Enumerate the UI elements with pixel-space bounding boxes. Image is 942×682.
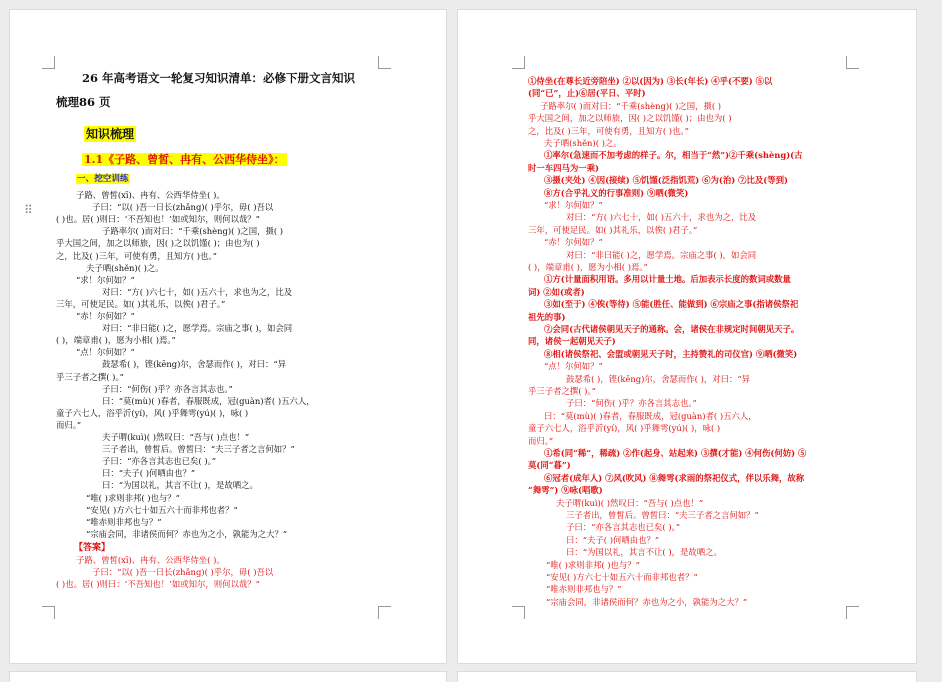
exercise-line: 子曰：“以( )吾一日长(zhǎng)( )乎尔，毋( )吾以 [92, 202, 274, 213]
answer-note-line: 莫(同“暮”) [528, 460, 571, 471]
answer-note-line: 对曰：“方( )六七十，如( )五六十，求也为之，比及 [566, 212, 757, 223]
crop-mark [846, 56, 859, 69]
exercise-line: 曰：“为国以礼，其言不让( )，是故哂之。 [102, 480, 258, 491]
answer-note-line: “舞雩”) ⑨咏(唱歌) [528, 485, 603, 496]
answer-note-line: 夫子哂(shěn)( )之。 [544, 138, 622, 148]
answer-note-line: ①侍坐(在尊长近旁陪坐) ②以(因为) ③长(年长) ④乎(不要) ⑤以 [528, 76, 773, 86]
exercise-line: 对曰：“方( )六七十，如( )五六十，求也为之，比及 [102, 286, 293, 297]
document-page-right [458, 10, 916, 663]
exercise-line: 三子者出，曾皙后。曾皙曰：“夫三子者之言何如？” [102, 444, 295, 455]
exercise-line: 对曰：“非曰能( )之，愿学焉。宗庙之事( )，如会同 [102, 323, 293, 334]
exercise-line: “唯赤则非邦也与？” [86, 516, 162, 527]
answer-note-line: 子曰：“何伤( )乎？亦各言其志也。” [566, 398, 697, 409]
answer-note-line: 子曰：“亦各言其志也已矣( )。” [566, 522, 681, 533]
drag-handle-icon[interactable]: ⠿ [24, 203, 33, 217]
document-page-left [10, 10, 446, 663]
exercise-line: 曰：“莫(mù)( )春者，春服既成，冠(guàn)者( )五六人， [102, 395, 315, 406]
exercise-line: 三年，可使足民。如( )其礼乐，以俟( )君子。” [56, 298, 226, 309]
crop-mark [378, 606, 391, 619]
answer-note-line: ( )，端章甫( )，愿为小相( )焉。” [528, 262, 648, 272]
exercise-line: “点！尔何如？” [76, 347, 135, 358]
exercise-line: “安见( )方六七十如五六十而非邦也者？” [86, 504, 238, 515]
next-page-right-edge [458, 672, 916, 682]
answer-note-line: 词) ②如(或者) [528, 286, 585, 297]
answer-note-line: 三年，可使足民。如( )其礼乐，以俟( )君子。” [528, 224, 698, 235]
answer-note-line: (同“已”，止)⑥居(平日、平时) [528, 88, 646, 99]
answer-note-line: 乎三子者之撰( )。” [528, 386, 596, 396]
exercise-line: 之，比及( )三年，可使有勇，且知方( )也。” [56, 250, 217, 261]
answer-note-line: “赤！尔何如？” [544, 237, 603, 248]
exercise-line: 而归。” [56, 419, 82, 430]
crop-mark [42, 606, 55, 619]
answer-note-line: “宗庙会同，非诸侯而何？赤也为之小，孰能为之大？” [546, 596, 748, 607]
answer-note-line: ⑥冠者(成年人) ⑦风(吹风) ⑧舞雩(求雨的祭祀仪式，伴以乐舞，故称 [544, 472, 805, 483]
answer-note-line: 三子者出，曾皙后。曾皙曰：“夫三子者之言何如？” [566, 510, 759, 520]
answer-line: ( )也。居( )则曰：‘不吾知也！’如或知尔，则何以哉？” [56, 579, 260, 590]
answer-note-line: 对曰：“非曰能( )之，愿学焉。宗庙之事( )，如会同 [566, 249, 757, 260]
exercise-line: 子曰：“何伤( )乎？亦各言其志也。” [102, 383, 233, 394]
knowledge-heading: 知识梳理 [86, 127, 135, 141]
answer-note-line: 而归。” [528, 435, 554, 446]
exercise-line: 子曰：“亦各言其志也已矣( )。” [102, 456, 217, 467]
subsection-heading: 一、挖空训练 [77, 174, 129, 184]
doc-title-line-1: 26 年高考语文一轮复习知识清单：必修下册文言知识 [82, 71, 356, 85]
exercise-line: “唯( )求则非邦( )也与？” [86, 492, 180, 503]
exercise-line: 乎大国之间，加之以师旅，因( )之以饥馑( )；由也为( ) [56, 238, 260, 249]
answer-note-line: 曰：“莫(mù)( )春者，春服既成，冠(guàn)者( )五六人， [544, 410, 757, 421]
answer-note-line: 同，诸侯一起朝见天子) [528, 336, 616, 347]
answer-note-line: “求！尔何如？” [544, 200, 603, 210]
exercise-line: 乎三子者之撰( )。” [56, 371, 124, 382]
crop-mark [846, 606, 859, 619]
answer-note-line: ①方(计量面积用语。多用以计量土地。后加表示长度的数词或数量 [544, 274, 791, 285]
answer-note-line: ⑧方(合乎礼义的行事准则) ⑨哂(微笑) [544, 187, 689, 198]
exercise-line: ( )，端章甫( )，愿为小相( )焉。” [56, 335, 176, 346]
answer-label: 【答案】 [74, 543, 111, 553]
exercise-line: 鼓瑟希( )，铿(kēng)尔，舍瑟而作( )，对曰：“异 [102, 359, 286, 370]
crop-mark [512, 606, 525, 619]
answer-note-line: 之，比及( )三年，可使有勇，且知方( )也。” [528, 125, 689, 136]
answer-note-line: 曰：“为国以礼，其言不让( )，是故哂之。 [566, 547, 722, 558]
crop-mark [42, 56, 55, 69]
answer-note-line: 祖先的事) [528, 311, 566, 322]
exercise-line: ( )也。居( )则曰：‘不吾知也！’如或知尔，则何以哉？” [56, 214, 260, 225]
answer-note-line: 鼓瑟希( )，铿(kēng)尔，舍瑟而作( )，对曰：“异 [566, 373, 750, 384]
answer-note-line: 子路率尔( )而对曰：“千乘(shèng)( )之国，摄( ) [540, 100, 722, 111]
exercise-line: 子路、曾皙(xī)、冉有、公西华侍坐( )。 [76, 190, 225, 200]
answer-note-line: “安见( )方六七十如五六十而非邦也者？” [546, 572, 698, 582]
answer-note-line: ③摄(夹处) ④因(接续) ⑤饥馑(泛指饥荒) ⑥为(治) ⑦比及(等到) [544, 175, 788, 186]
next-page-left-edge [10, 672, 446, 682]
doc-title-line-2: 梳理86 页 [56, 95, 111, 109]
exercise-line: 子路率尔( )而对曰：“千乘(shèng)( )之国，摄( ) [102, 226, 284, 237]
answer-note-line: 曰：“夫子( )何哂由也？” [566, 534, 660, 545]
answer-note-line: ⑦会同(古代诸侯朝见天子的通称。会，诸侯在非规定时间朝见天子。 [544, 324, 800, 334]
exercise-line: 曰：“夫子( )何哂由也？” [102, 468, 196, 479]
answer-line: 子路、曾皙(xī)、冉有、公西华侍坐( )。 [76, 555, 225, 565]
exercise-line: 夫子哂(shěn)( )之。 [86, 262, 164, 273]
exercise-line: 夫子喟(kuì)( )然叹曰：“吾与( )点也！” [102, 432, 250, 442]
answer-note-line: 夫子喟(kuì)( )然叹曰：“吾与( )点也！” [556, 497, 704, 508]
answer-note-line: 童子六七人，浴乎沂(yí)，风( )乎舞雩(yú)( )，咏( ) [528, 423, 721, 434]
crop-mark [378, 56, 391, 69]
crop-mark [512, 56, 525, 69]
answer-note-line: “唯( )求则非邦( )也与？” [546, 559, 640, 570]
answer-note-line: ①率尔(急速而不加考虑的样子。尔，相当于“然”)②千乘(shèng)(古 [544, 150, 803, 161]
answer-note-line: “点！尔何如？” [544, 361, 603, 372]
exercise-line: 童子六七人，浴乎沂(yí)，风( )乎舞雩(yú)( )，咏( ) [56, 407, 249, 418]
answer-note-line: ⑧相(诸侯祭祀、会盟或朝见天子时，主持赞礼的司仪官) ⑨哂(微笑) [544, 348, 798, 359]
answer-note-line: 乎大国之间，加之以师旅，因( )之以饥馑( )；由也为( ) [528, 113, 732, 124]
answer-note-line: 时一车四马为一乘) [528, 162, 599, 173]
exercise-line: “赤！尔何如？” [76, 311, 135, 321]
exercise-line: “宗庙会同，非诸侯而何？赤也为之小，孰能为之大？” [86, 528, 288, 539]
answer-line: 子曰：“以( )吾一日长(zhǎng)( )乎尔，毋( )吾以 [92, 567, 274, 578]
answer-note-line: “唯赤则非邦也与？” [546, 584, 622, 595]
answer-note-line: ①希(同“稀”，稀疏) ②作(起身、站起来) ③撰(才能) ④何伤(何妨) ⑤ [544, 448, 807, 458]
section-heading: 1.1《子路、曾皙、冉有、公西华侍坐》： [84, 153, 285, 166]
answer-note-line: ③如(至于) ④俟(等待) ⑤能(胜任、能做到) ⑥宗庙之事(指诸侯祭祀 [544, 299, 799, 310]
exercise-line: “求！尔何如？” [76, 274, 135, 285]
